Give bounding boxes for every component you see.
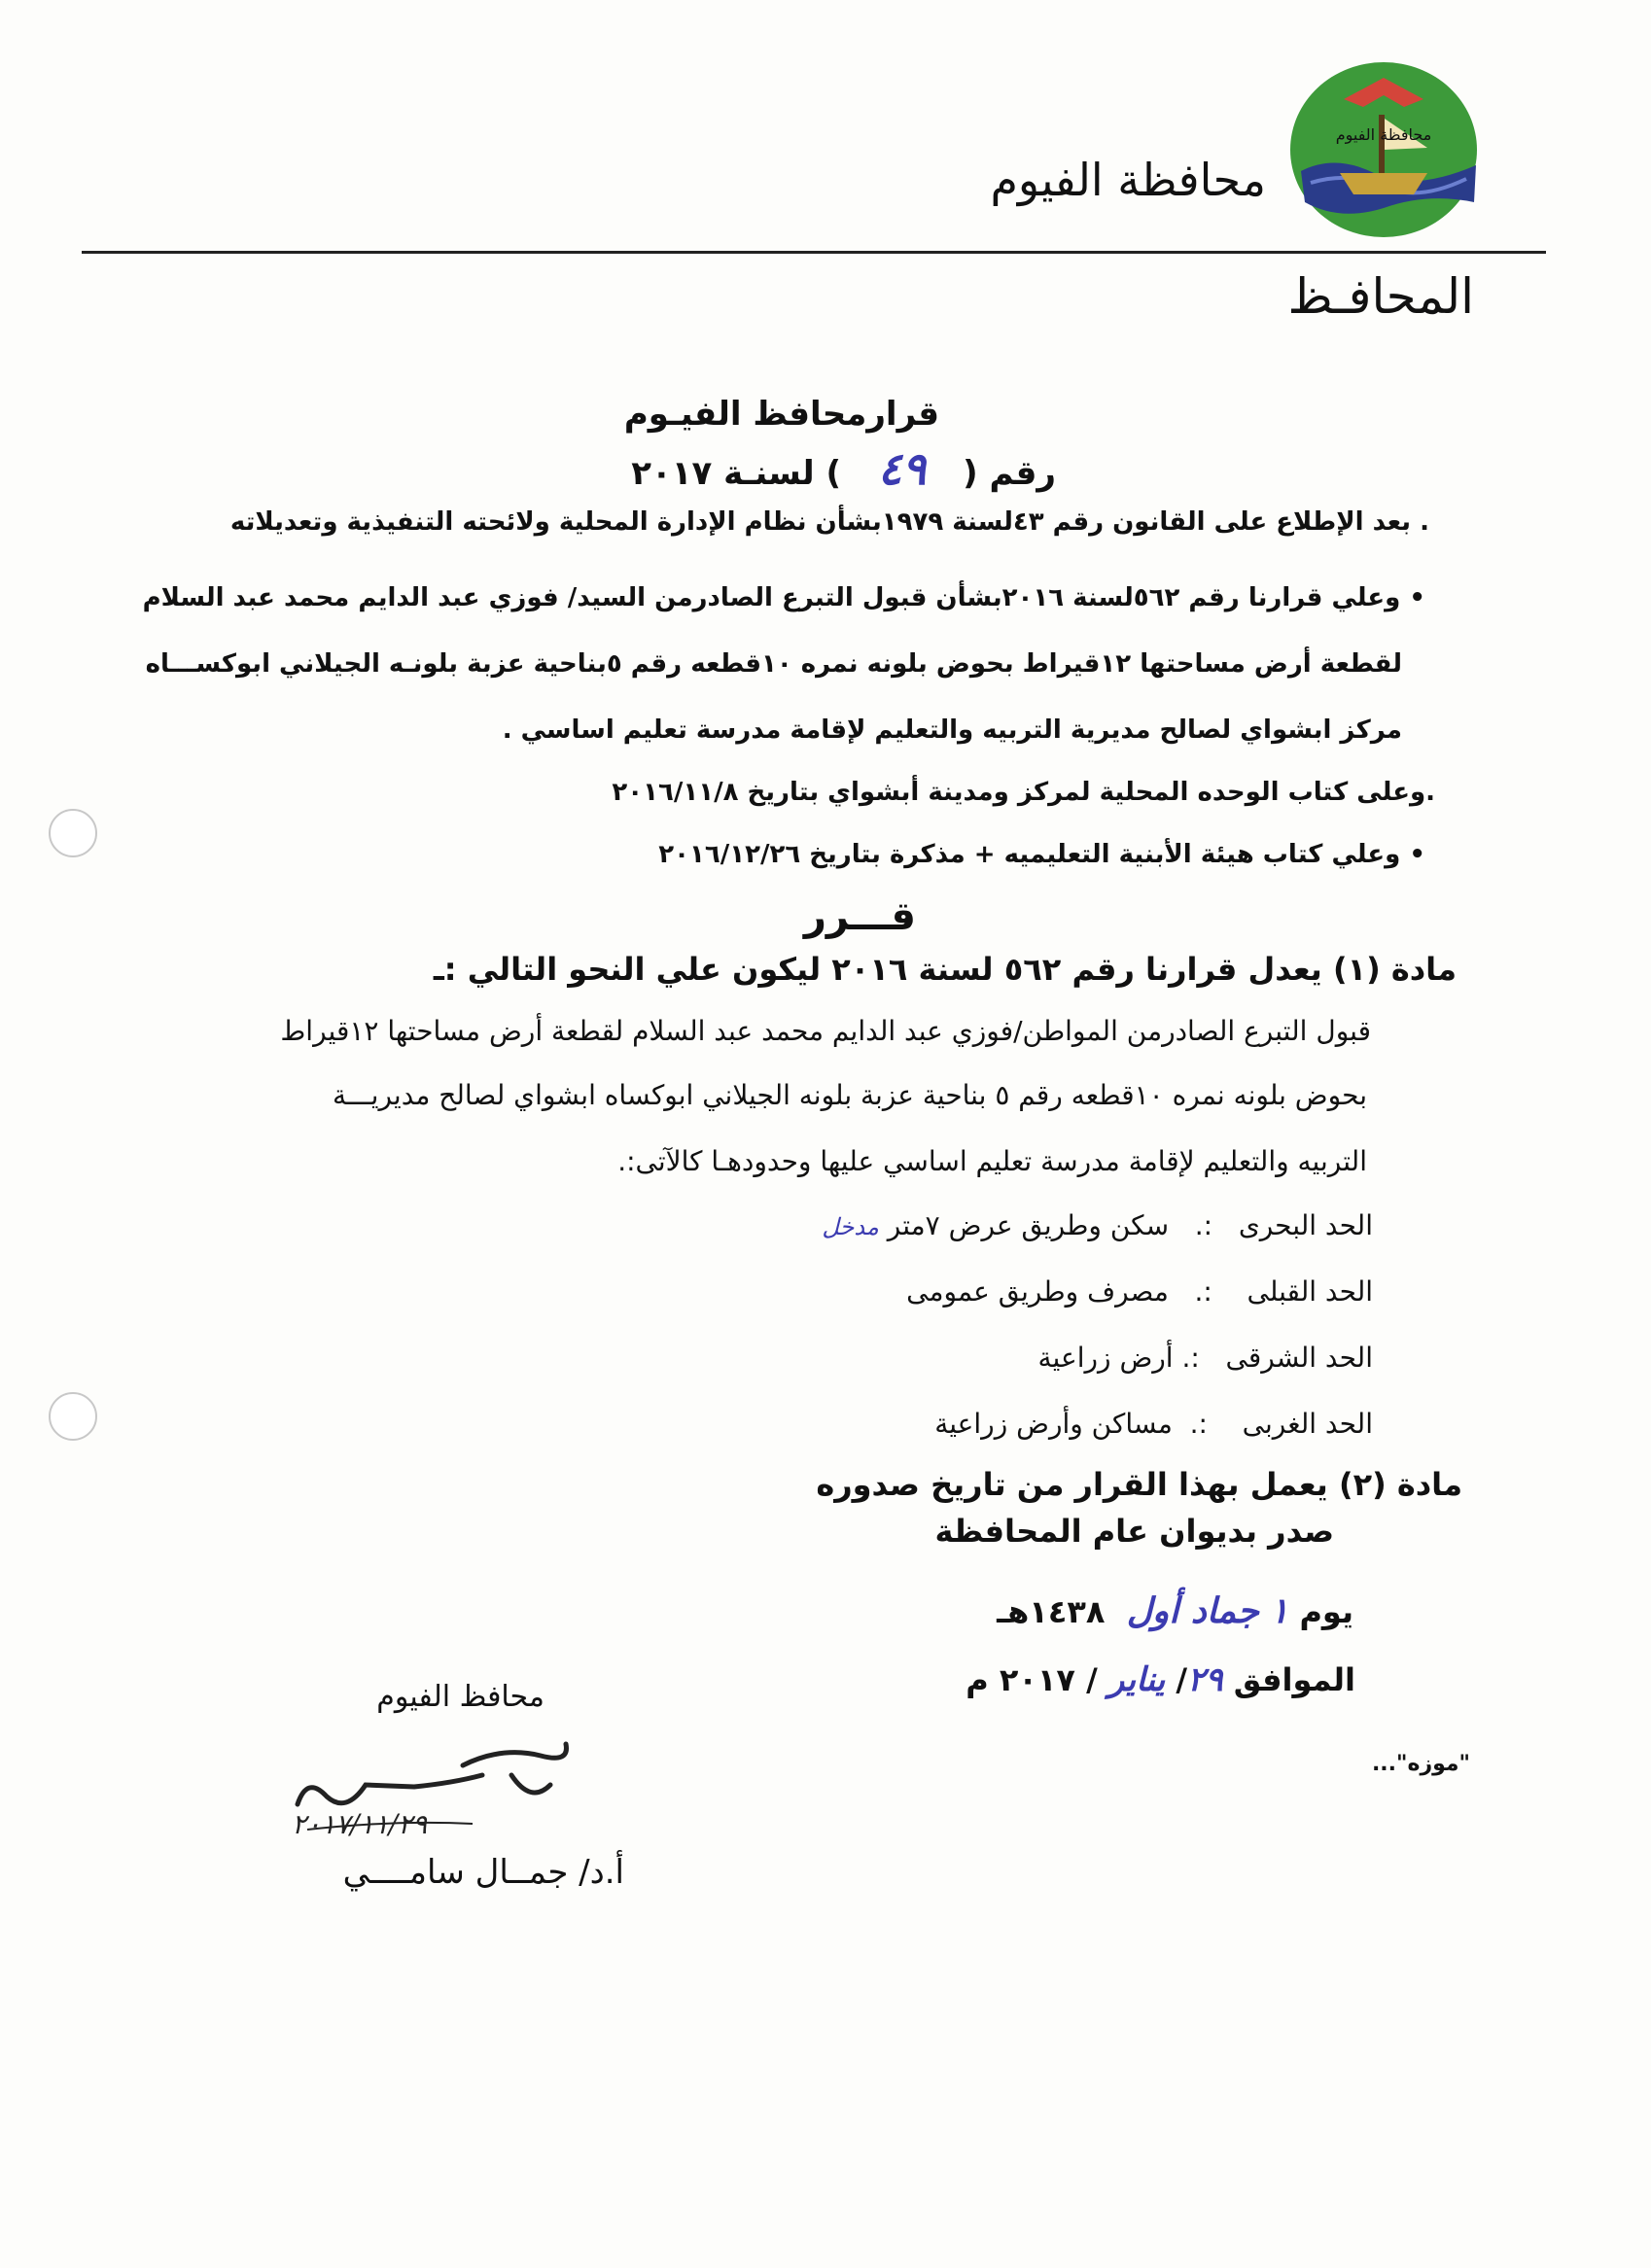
decides-heading: قـــرر bbox=[803, 894, 916, 939]
decision-number: ٤٩ bbox=[877, 442, 927, 495]
preamble-item-4: • وعلي كتاب هيئة الأبنية التعليميه + مذكرة بتاريخ ٢٠١٦/١٢/٢٦ bbox=[658, 840, 1425, 869]
boundary-west bbox=[934, 1408, 1373, 1440]
header-divider bbox=[82, 251, 1546, 254]
preamble-item-1: . بعد الإطلاع على القانون رقم ٤٣لسنة ١٩٧٩بشأن نظام الإدارة المحلية ولائحته التنفيذية وتعديلاته bbox=[229, 507, 1429, 537]
article-1-line-1: قبول التبرع الصادرمن المواطن/فوزي عبد الدايم محمد عبد السلام لقطعة أرض مساحتها ١٢قيراط bbox=[280, 1015, 1371, 1047]
preamble-item-2-line-3: مركز ابشواي لصالح مديرية التربيه والتعليم لإقامة مدرسة تعليم اساسي . bbox=[502, 715, 1402, 745]
article-1-line-3: التربيه والتعليم لإقامة مدرسة تعليم اساسي عليها وحدودهـا كالآتى:. bbox=[617, 1145, 1367, 1177]
article-1-heading: مادة (١) يعدل قرارنا رقم ٥٦٢ لسنة ٢٠١٦ ليكون علي النحو التالي :ـ bbox=[433, 951, 1457, 988]
boundary-value: سكن وطريق عرض ٧متر bbox=[887, 1209, 1170, 1241]
logo-text: محافظة الفيوم bbox=[1335, 125, 1432, 144]
article-2-line-2: صدر بديوان عام المحافظة bbox=[934, 1513, 1334, 1550]
signature-date: ٢٠١٧/١١/٢٩ bbox=[292, 1808, 428, 1840]
boundary-value: مصرف وطريق عمومى bbox=[906, 1275, 1169, 1308]
preamble-item-2-line-2: لقطعة أرض مساحتها ١٢قيراط بحوض بلونه نمره ١٠قطعه رقم ٥بناحية عزبة بلونـه الجيلاني ابوكســـاه bbox=[145, 649, 1402, 679]
preamble-item-2-line-1: • وعلي قرارنا رقم ٥٦٢لسنة ٢٠١٦بشأن قبول التبرع الصادرمن السيد/ فوزي عبد الدايم محمد عبد السلام bbox=[142, 583, 1425, 612]
article-1-line-2: بحوض بلونه نمره ١٠قطعه رقم ٥ بناحية عزبة بلونه الجيلاني ابوكساه ابشواي لصالح مديريـــة bbox=[333, 1079, 1367, 1111]
office-title: المحافـظ bbox=[1287, 268, 1474, 325]
hijri-day: ١ bbox=[1269, 1590, 1289, 1631]
greg-label: الموافق bbox=[1233, 1661, 1355, 1698]
governorate-name: محافظة الفيوم bbox=[990, 154, 1266, 206]
greg-year: / ٢٠١٧ م bbox=[966, 1661, 1098, 1698]
gregorian-date: الموافق ٢٩/ يناير / ٢٠١٧ م bbox=[966, 1660, 1355, 1699]
boundary-east bbox=[1038, 1342, 1373, 1374]
preamble-item-3: .وعلى كتاب الوحده المحلية لمركز ومدينة أبشواي بتاريخ ٢٠١٦/١١/٨ bbox=[612, 778, 1435, 807]
boundary-value: مساكن وأرض زراعية bbox=[934, 1408, 1173, 1440]
hijri-year: ١٤٣٨هـ bbox=[997, 1593, 1106, 1630]
article-2-line-1: مادة (٢) يعمل بهذا القرار من تاريخ صدوره bbox=[816, 1466, 1462, 1503]
signature-title: محافظ الفيوم bbox=[376, 1680, 544, 1714]
boundary-separator: :. bbox=[1194, 1275, 1212, 1308]
decision-title: قرارمحافظ الفيـوم bbox=[623, 395, 939, 434]
decision-number-row bbox=[631, 442, 1056, 495]
year-label: ) لسنـة ٢٠١٧ bbox=[631, 454, 842, 493]
boundary-north bbox=[822, 1209, 1373, 1241]
number-label: رقم ( bbox=[963, 454, 1056, 493]
greg-month: يناير bbox=[1107, 1660, 1166, 1699]
boundary-label: الحد الشرقى bbox=[1225, 1342, 1373, 1374]
boundary-label: الحد البحرى bbox=[1238, 1209, 1373, 1241]
boundary-separator: :. bbox=[1194, 1209, 1213, 1241]
governorate-logo bbox=[1282, 56, 1486, 243]
hijri-month: جماد أول bbox=[1126, 1590, 1259, 1631]
signatory-name: أ.د/ جمــال سامــــي bbox=[342, 1853, 624, 1892]
boundary-label: الحد القبلى bbox=[1247, 1275, 1373, 1308]
footer-mark: "موزه"... bbox=[1371, 1752, 1470, 1776]
boundary-separator: :. bbox=[1181, 1342, 1200, 1374]
punch-hole-bottom bbox=[49, 1392, 97, 1441]
boundary-value: أرض زراعية bbox=[1037, 1342, 1174, 1374]
boundary-south bbox=[906, 1275, 1373, 1308]
greg-day: ٢٩ bbox=[1187, 1660, 1223, 1699]
punch-hole-top bbox=[49, 809, 97, 857]
day-label: يوم bbox=[1299, 1593, 1353, 1630]
boundary-label: الحد الغربى bbox=[1242, 1408, 1373, 1440]
handwritten-note: مدخل bbox=[822, 1213, 879, 1240]
boundary-separator: :. bbox=[1189, 1408, 1208, 1440]
hijri-date bbox=[997, 1590, 1353, 1631]
